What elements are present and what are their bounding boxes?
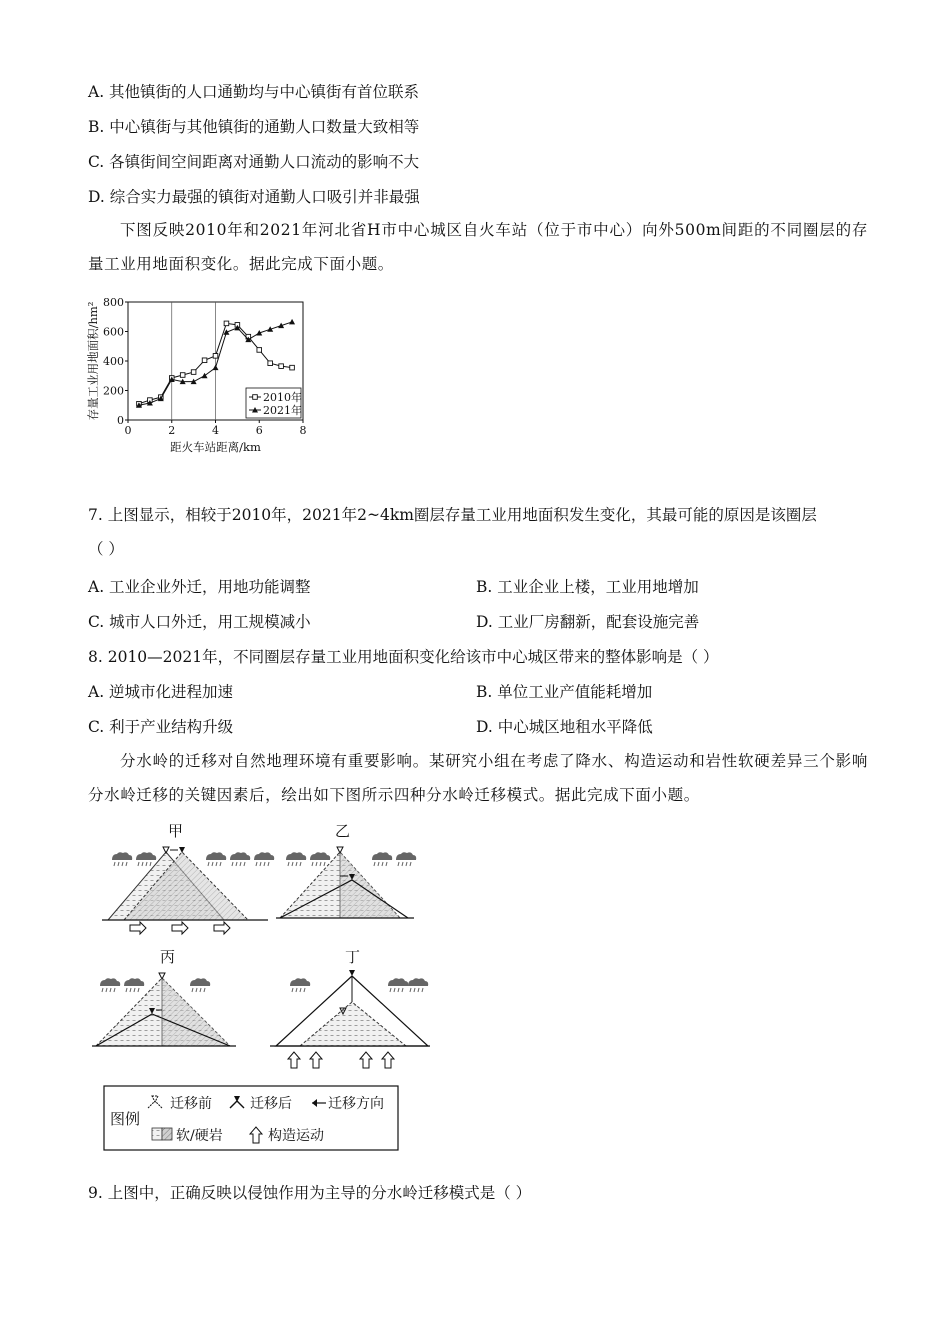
point-0-4: [180, 373, 185, 378]
q7-bracket: （ ）: [88, 540, 124, 558]
diagram-intro: 分水岭的迁移对自然地理环境有重要影响。某研究小组在考虑了降水、构造运动和岩性软硬差异三个影响分水岭迁移的关键因素后，绘出如下图所示四种分水岭迁移模式。据此完成下面小题。: [88, 752, 868, 804]
y-tick-label-1: 200: [103, 384, 124, 398]
panel-jia: [102, 822, 274, 934]
panel-ding-label: 丁: [345, 948, 361, 966]
point-0-5: [191, 370, 196, 375]
q8-option-d: D. 中心城区地租水平降低: [476, 718, 653, 736]
x-tick-label-1: 2: [168, 424, 176, 437]
legend-marker-0: [253, 395, 258, 400]
panel-jia-label: 甲: [168, 822, 184, 840]
point-1-7: [213, 365, 219, 371]
legend-rock: 软/硬岩: [176, 1128, 223, 1144]
point-0-12: [268, 361, 273, 366]
q8-option-b: B. 单位工业产值能耗增加: [476, 683, 653, 701]
point-0-7: [213, 354, 218, 359]
q9-stem: 9. 上图中，正确反映以侵蚀作用为主导的分水岭迁移模式是（ ）: [88, 1184, 532, 1202]
legend-label-1: 2021年: [263, 404, 302, 417]
point-0-11: [257, 348, 262, 353]
legend-title: 图例: [110, 1110, 141, 1128]
x-tick-label-4: 8: [299, 424, 307, 437]
legend-direction: 迁移方向: [328, 1096, 384, 1112]
panel-yi: [276, 822, 416, 918]
q8-option-a: A. 逆城市化进程加速: [88, 683, 234, 701]
q7-option-b: B. 工业企业上楼，工业用地增加: [476, 578, 699, 596]
x-tick-label-2: 4: [212, 424, 219, 437]
watershed-migration-diagram: [90, 818, 430, 1158]
prev-option-b: B. 中心镇街与其他镇街的通勤人口数量大致相等: [88, 118, 420, 136]
diagram-legend: [104, 1086, 398, 1150]
x-tick-label-0: 0: [124, 424, 132, 437]
chart-intro: 下图反映2010年和2021年河北省H市中心城区自火车站（位于市中心）向外500m间距的不同圈层的存量工业用地面积变化。据此完成下面小题。: [88, 221, 868, 273]
q8-option-c: C. 利于产业结构升级: [88, 718, 234, 736]
q7-option-a: A. 工业企业外迁，用地功能调整: [88, 578, 311, 596]
y-axis-label: 存量工业用地面积/hm²: [86, 301, 100, 421]
point-0-13: [279, 364, 284, 369]
panel-yi-label: 乙: [335, 822, 351, 840]
legend-before: 迁移前: [170, 1096, 212, 1112]
q8-stem: 8. 2010—2021年，不同圈层存量工业用地面积变化给该市中心城区带来的整体影响是（ ）: [88, 648, 719, 666]
q7-option-d: D. 工业厂房翻新，配套设施完善: [476, 613, 700, 631]
q7-stem: 7. 上图显示，相较于2010年，2021年2~4km圈层存量工业用地面积发生变化，其最可能的原因是该圈层: [88, 506, 817, 524]
legend-tectonic: 构造运动: [268, 1128, 324, 1144]
x-axis-label: 距火车站距离/km: [170, 440, 261, 454]
y-tick-label-4: 800: [103, 296, 124, 309]
prev-option-a: A. 其他镇街的人口通勤均与中心镇街有首位联系: [88, 83, 420, 101]
point-0-14: [290, 365, 295, 370]
y-tick-label-3: 600: [103, 325, 124, 339]
panel-bing-label: 丙: [160, 948, 176, 966]
industrial-land-chart: [86, 290, 318, 468]
x-tick-label-3: 6: [255, 424, 263, 437]
prev-option-c: C. 各镇街间空间距离对通勤人口流动的影响不大: [88, 153, 420, 171]
panel-bing: [92, 948, 236, 1046]
y-tick-label-0: 0: [117, 414, 124, 427]
y-tick-label-2: 400: [103, 355, 124, 368]
point-1-14: [289, 319, 295, 325]
prev-option-d: D. 综合实力最强的镇街对通勤人口吸引并非最强: [88, 188, 420, 206]
point-0-6: [202, 358, 207, 363]
legend-label-0: 2010年: [263, 391, 302, 404]
point-0-8: [224, 321, 229, 326]
q7-option-c: C. 城市人口外迁，用工规模减小: [88, 613, 311, 631]
panel-ding: [270, 948, 430, 1068]
legend-after: 迁移后: [250, 1096, 292, 1112]
